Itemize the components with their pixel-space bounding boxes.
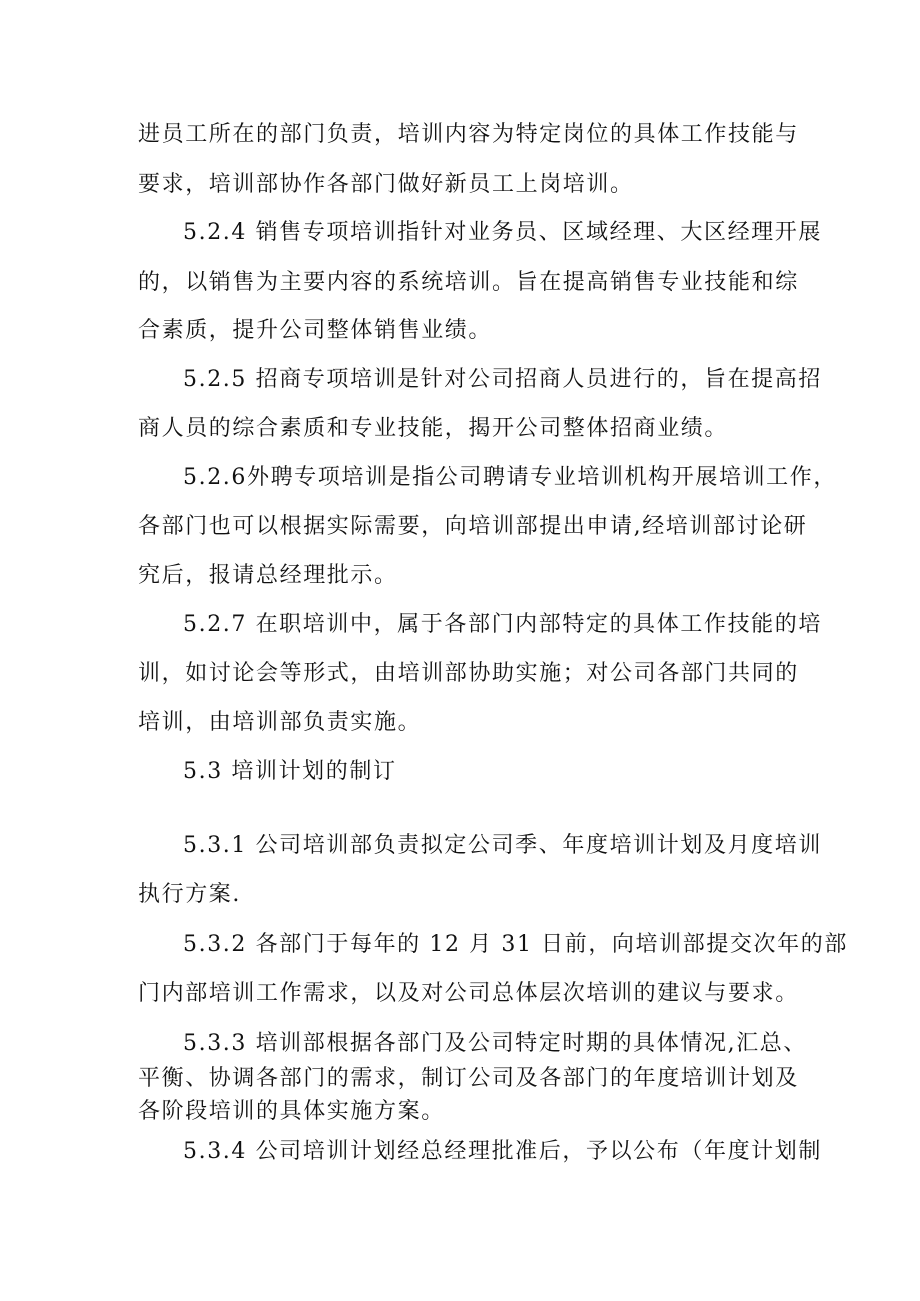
body-line: 各部门也可以根据实际需要，向培训部提出申请,经培训部讨论研 — [138, 514, 808, 539]
body-line: 的，以销售为主要内容的系统培训。旨在提高销售专业技能和综 — [138, 270, 799, 295]
body-line: 训，如讨论会等形式，由培训部协助实施；对公司各部门共同的 — [138, 661, 799, 686]
body-line: 5.3.2 各部门于每年的 12 月 31 日前，向培训部提交次年的部 — [183, 932, 848, 957]
body-line: 5.3.4 公司培训计划经总经理批准后，予以公布（年度计划制 — [183, 1139, 822, 1164]
body-line: 进员工所在的部门负责，培训内容为特定岗位的具体工作技能与 — [138, 122, 799, 147]
body-line: 5.2.7 在职培训中，属于各部门内部特定的具体工作技能的培 — [183, 612, 822, 637]
section-heading: 5.3 培训计划的制订 — [183, 759, 397, 784]
body-line: 合素质，提升公司整体销售业绩。 — [138, 318, 493, 343]
body-line: 5.3.3 培训部根据各部门及公司特定时期的具体情况,汇总、 — [183, 1031, 807, 1056]
body-line: 5.2.5 招商专项培训是针对公司招商人员进行的，旨在提高招 — [183, 367, 822, 392]
body-line: 要求，培训部协作各部门做好新员工上岗培训。 — [138, 172, 634, 197]
body-line: 5.2.4 销售专项培训指针对业务员、区域经理、大区经理开展 — [183, 220, 822, 245]
body-line: 商人员的综合素质和专业技能，揭开公司整体招商业绩。 — [138, 416, 729, 441]
body-line: 培训，由培训部负责实施。 — [138, 710, 422, 735]
body-line: 执行方案. — [138, 882, 241, 907]
body-line: 究后，报请总经理批示。 — [138, 563, 398, 588]
body-line: 门内部培训工作需求，以及对公司总体层次培训的建议与要求。 — [138, 981, 799, 1006]
body-line: 5.2.6外聘专项培训是指公司聘请专业培训机构开展培训工作， — [183, 465, 837, 490]
body-line: 平衡、协调各部门的需求，制订公司及各部门的年度培训计划及 — [138, 1066, 799, 1091]
body-line: 各阶段培训的具体实施方案。 — [138, 1099, 445, 1124]
body-line: 5.3.1 公司培训部负责拟定公司季、年度培训计划及月度培训 — [183, 833, 822, 858]
